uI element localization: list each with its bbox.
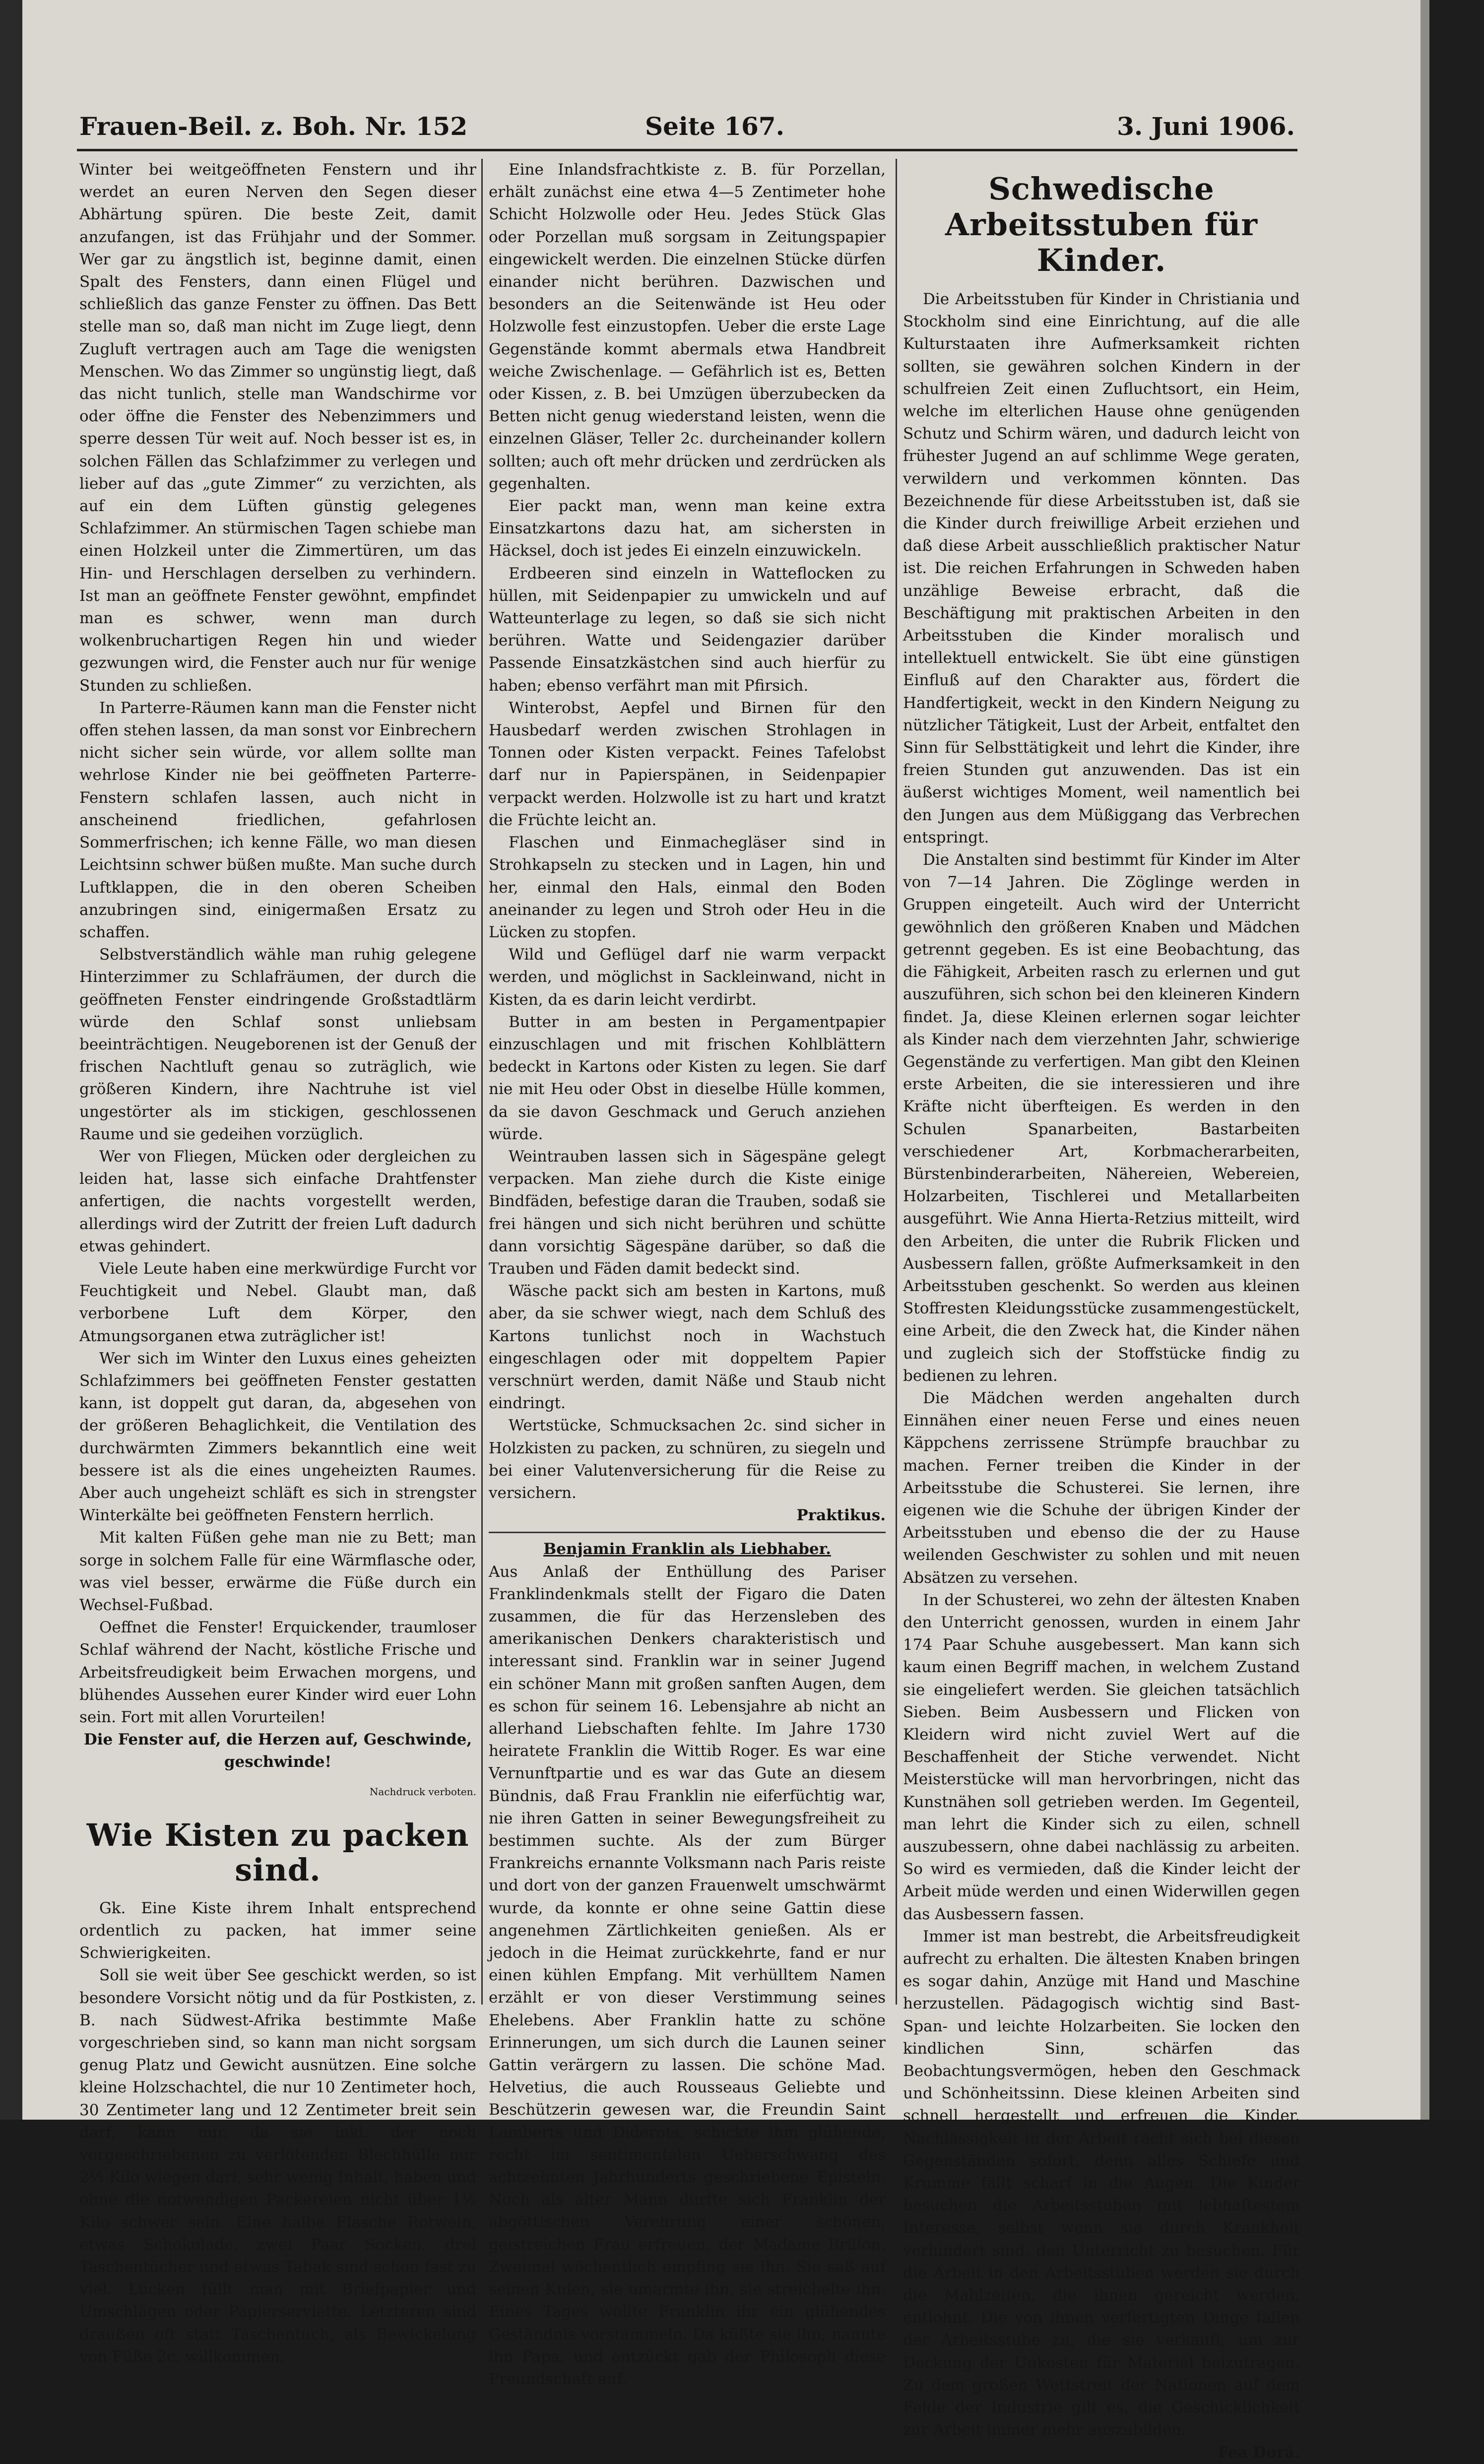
reprint-notice: Nachdruck verboten. xyxy=(369,1785,476,1798)
section-rule xyxy=(489,1532,886,1533)
scan-edge-right-shadow xyxy=(1420,0,1429,2120)
column-divider-1 xyxy=(481,159,483,2005)
paragraph: Gk. Eine Kiste ihrem Inhalt entsprechend ordentlich zu packen, hat immer seine Schwierigkeiten. xyxy=(79,1899,476,1962)
paragraph: Eine Inlandsfrachtkiste z. B. für Porzellan, erhält zunächst eine etwa 4—5 Zentimeter hohe Schicht Holzwolle oder Heu. Jedes Stück Glas oder Porzellan muß sorgsam in Zeitungspapier eingewickelt werden. Die einzelnen Stücke dürfen einander nicht berühren. Dazwischen und besonders an die Seitenwände ist Heu oder Holzwolle fest einzustopfen. Ueber die erste Lage Gegenstände kommt abermals etwa Handbreit weiche Zwischenlage. — Gefährlich ist es, Betten oder Kissen, z. B. bei Umzügen überzubecken da Betten nicht genug wiederstand leisten, wenn die einzelnen Gläser, Teller 2c. durcheinander kollern sollten; auch oft mehr drücken und zerdrücken als gegenhalten. xyxy=(489,161,886,493)
paragraph: Weintrauben lassen sich in Sägespäne gelegt verpacken. Man ziehe durch die Kiste einige Bindfäden, befestige daran die Trauben, sodaß sie frei hängen und sich nicht berühren und schütte dann vorsichtig Sägespäne darüber, so daß die Trauben und Fäden damit bedeckt sind. xyxy=(489,1147,886,1278)
paragraph: Flaschen und Einmachegläser sind in Strohkapseln zu stecken und in Lagen, hin und her, einmal den Hals, einmal den Boden aneinander zu legen und Stroh oder Heu in die Lücken zu stopfen. xyxy=(489,834,886,941)
column-2 xyxy=(489,159,886,2391)
paragraph: Aus Anlaß der Enthüllung des Pariser Franklindenkmals stellt der Figaro die Daten zusammen, die für das Herzensleben des amerikanischen Denkers charakteristisch und interessant sind. Franklin war in seiner Jugend ein schöner Mann mit großen sanften Augen, dem es schon für seinem 16. Lebensjahre ab nicht an allerhand Liebschaften fehlte. Im Jahre 1730 heiratete Franklin die Wittib Roger. Es war eine Vernunftpartie und es war das Gute an diesem Bündnis, daß Frau Franklin nie eiferfüchtig war, nie ihren Gatten in seiner Bewegungsfreiheit zu bestimmen suchte. Als der zum Bürger Frankreichs ernannte Volksmann nach Paris reiste und dort von der ganzen Frauenwelt umschwärmt wurde, da konnte er ohne seine Gattin diese angenehmen Zärtlichkeiten genießen. Als er jedoch in die Heimat zurückkehrte, fand er nur einen kühlen Empfang. Mit verhülltem Namen erzählt er von dieser Verstimmung seines Ehelebens. Aber Franklin hatte zu schöne Erinnerungen, um sich durch die Launen seiner Gattin verärgern zu lassen. Die schöne Mad. Helvetius, die auch Rousseaus Geliebte und Beschützerin gewesen war, die Freundin Saint Lamberts und Diderots, schickte ihm glühende, recht im sentimentalen Ueberschwang des achtzehnten Jahrhunderts geschriebene Episteln. Noch als alter Mann durfte sich Franklin der abgöttischen Verehrung einer schönen, geistreichen Frau erfreuen, der Madame Brillon. Zweimal wöchentlich empfing sie ihn. Sie saß auf seinen Knien, sie umarmte ihn, sie streichelte ihn. Eines Tages wollte Franklin ihr ein glühendes Geständnis vorstammeln. Da küßte sie ihn, nannte ihn Papa, und entzückt gab der Philosoph diese Freundschaft auf. xyxy=(489,1562,886,2388)
paragraph: Erdbeeren sind einzeln in Watteflocken zu hüllen, mit Seidenpapier zu umwickeln und auf Watteunterlage zu legen, so daß sie sich nicht berühren. Watte und Seidengazier darüber Passende Einsatzkästchen sind auch hierfür zu haben; ebenso verfährt man mit Pfirsich. xyxy=(489,564,886,695)
paragraph: Soll sie weit über See geschickt werden, so ist besondere Vorsicht nötig und da für Postkisten, z. B. nach Südwest-Afrika bestimmte Maße vorgeschrieben sind, so kann man nicht sorgsam genug Platz und Gewicht ausnützen. Eine solche kleine Holzschachtel, die nur 10 Zentimeter hoch, 30 Zentimeter lang und 12 Zentimeter breit sein darf, kann nur, da sie inkl. der noch vorgeschriebenen zu verlötenden Blechhülle nur 2½ Kilo wiegen darf, sehr wenig Inhalt, haben und ohne die notwendigen Packereien nicht über 1½ Kilo schwer sein. Eine halbe Flasche Rotwein, etwas Schokolade, zwei Paar Socken, drei Taschentücher und etwas Tabak sind schon fast zu viel. Lücken füllt man mit Briefpapier und Umschlägen oder Papierserviette. Letzteren sind draußen oft statt Taschentuch, als Bewickelung von Füße 2c. willkommen. xyxy=(79,1966,476,2366)
paragraph: Die Anstalten sind bestimmt für Kinder im Alter von 7—14 Jahren. Die Zöglinge werden in Gruppen eingeteilt. Auch wird der Unterricht gewöhnlich den größeren Knaben und Mädchen getrennt gegeben. Es ist eine Beobachtung, das die Fähigkeit, Arbeiten rasch zu erlernen und gut auszuführen, sich schon bei den kleineren Kindern findet. Ja, diese Kleinen erlernen sogar leichter als Kinder nach dem vierzehnten Jahr, schwierige Gegenstände zu verfertigen. Man gibt den Kleinen erste Arbeiten, die sie interessieren und ihre Kräfte nicht überfteigen. Es werden in den Schulen Spanarbeiten, Bastarbeiten verschiedener Art, Korbmacherarbeiten, Bürstenbinderarbeiten, Nähereien, Webereien, Holzarbeiten, Tischlerei und Metallarbeiten ausgeführt. Wie Anna Hierta-Retzius mitteilt, wird den Arbeiten, die unter die Rubrik Flicken und Ausbessern fallen, größte Aufmerksamkeit in den Arbeitsstuben geschenkt. So werden aus kleinen Stoffresten Kleidungsstücke zusammengestückelt, eine Arbeit, die den Zweck hat, die Kinder nähen und zugleich sich der Stoffstücke findig zu bedienen zu lehren. xyxy=(903,851,1300,1385)
column-3 xyxy=(903,159,1300,2464)
article-title-arbeitsstuben: Schwedische Arbeitsstuben für Kinder. xyxy=(945,171,1258,278)
paragraph: Winter bei weitgeöffneten Fenstern und ihr werdet an euren Nerven den Segen dieser Abhärtung spüren. Die beste Zeit, damit anzufangen, ist das Frühjahr und der Sommer. Wer gar zu ängstlich ist, beginne damit, einen Spalt des Fensters, dann einen Flügel und schließlich das ganze Fenster zu öffnen. Das Bett stelle man so, daß man nicht im Zuge liegt, denn Zugluft vertragen auch am Tage die wenigsten Menschen. Wo das Zimmer so ungünstig liegt, daß das nicht tunlich, stelle man Wandschirme vor oder öffne die Fenster des Nebenzimmers und sperre dessen Tür weit auf. Noch besser ist es, in solchen Fällen das Schlafzimmer zu verlegen und lieber auf das „gute Zimmer“ zu verzichten, als auf ein dem Lüften günstig gelegenes Schlafzimmer. An stürmischen Tagen schiebe man einen Holzkeil unter die Zimmertüren, um das Hin- und Herschlagen derselben zu verhindern. Ist man an geöffnete Fenster gewöhnt, empfindet man es schwer, wenn man durch wolkenbruchartigen Regen hin und wieder gezwungen wird, die Fenster auch nur für wenige Stunden zu schließen. xyxy=(79,161,476,695)
paragraph: Oeffnet die Fenster! Erquickender, traumloser Schlaf während der Nacht, köstliche Frische und Arbeitsfreudigkeit beim Erwachen morgens, und blühendes Aussehen eurer Kinder wird euer Lohn sein. Fort mit allen Vorurteilen! xyxy=(79,1619,476,1727)
paragraph: Wer von Fliegen, Mücken oder dergleichen zu leiden hat, lasse sich einfache Drahtfenster anfertigen, die nachts vorgestellt werden, allerdings wird der Zutritt der freien Luft dadurch etwas gehindert. xyxy=(79,1147,476,1255)
article-title-franklin: Benjamin Franklin als Liebhaber. xyxy=(543,1540,831,1558)
header-publication: Frauen-Beil. z. Boh. Nr. 152 xyxy=(79,112,468,141)
signature: Praktikus. xyxy=(796,1506,886,1525)
paragraph: Wer sich im Winter den Luxus eines geheizten Schlafzimmers bei geöffneten Fenster gestatten kann, ist doppelt gut daran, da, abgesehen von der größeren Behaglichkeit, die Ventilation des durchwärmten Zimmers bekanntlich eine weit bessere ist als die eines ungeheizten Raumes. Aber auch ungeheizt schläft es sich in strengster Winterkälte bei geöffneten Fenstern herrlich. xyxy=(79,1349,476,1525)
article-title-kisten: Wie Kisten zu packen sind. xyxy=(86,1816,469,1888)
header-date: 3. Juni 1906. xyxy=(1117,112,1295,141)
paragraph: In Parterre-Räumen kann man die Fenster nicht offen stehen lassen, da man sonst vor Einbrechern nicht sicher sein würde, vor allem sollte man wehrlose Kinder nie bei geöffneten Parterre-Fenstern schlafen lassen, auch nicht in anscheinend friedlichen, gefahrlosen Sommerfrischen; ich kenne Fälle, wo man diesen Leichtsinn schwer büßen mußte. Man suche durch Luftklappen, die in den oberen Scheiben anzubringen sind, einigermaßen Ersatz zu schaffen. xyxy=(79,699,476,941)
header-rule xyxy=(77,149,1297,151)
paragraph: Immer ist man bestrebt, die Arbeitsfreudigkeit aufrecht zu erhalten. Die ältesten Knaben bringen es sogar dahin, Anzüge mit Hand und Maschine herzustellen. Pädagogisch wichtig sind Bast- Span- und leichte Holzarbeiten. Sie locken den kindlichen Sinn, schärfen das Beobachtungsvermögen, heben den Geschmack und Schönheitssinn. Diese kleinen Arbeiten sind schnell hergestellt und erfreuen die Kinder. Nachlässigkeit in der Arbeit rächt sich bei diesen Gegenständen sofort, denn alles Schiefe und Krumme fällt scharf in die Augen. Die Kinder besuchen die Arbeitsstuben mit lebhaftestem Interesse, selbst wenn sie durch Krankheit verhindert sind, den Unterricht zu besuchen. Für die Arbeit in den Arbeitsstuben werden sie durch die Mahlzeiten, die ihnen gereicht werden, entlohnt. Die von ihnen verfertigten Dinge fallen der Arbeitsstube zu, die sie verkauft, um zur Deckung der Unkosten für Material beizutragen. Zu dem großen Wettstreit der Nationen auf dem Felde der Industrie gilt es, die Geschicklichkeit zur Arbeit immer mehr auszubilden. xyxy=(903,1927,1300,2439)
paragraph: Mit kalten Füßen gehe man nie zu Bett; man sorge in solchem Falle für eine Wärmflasche oder, was viel besser, erwärme die Füße durch ein Wechsel-Fußbad. xyxy=(79,1529,476,1614)
paragraph: Winterobst, Aepfel und Birnen für den Hausbedarf werden zwischen Strohlagen in Tonnen oder Kisten verpackt. Feines Tafelobst darf nur in Papierspänen, in Seidenpapier verpackt werden. Holzwolle ist zu hart und kratzt die Früchte leicht an. xyxy=(489,699,886,829)
column-divider-2 xyxy=(896,159,897,2005)
signature: Fea Dorá. xyxy=(1218,2443,1300,2462)
paragraph: Eier packt man, wenn man keine extra Einsatzkartons dazu hat, am sichersten in Häcksel, doch ist jedes Ei einzeln einzuwickeln. xyxy=(489,497,886,560)
verse: Die Fenster auf, die Herzen auf, Geschwinde, geschwinde! xyxy=(83,1731,472,1771)
paragraph: Wertstücke, Schmucksachen 2c. sind sicher in Holzkisten zu packen, zu schnüren, zu siegeln und bei einer Valutenversicherung für die Reise zu versichern. xyxy=(489,1417,886,1502)
paragraph: In der Schusterei, wo zehn der ältesten Knaben den Unterricht genossen, wurden in einem Jahr 174 Paar Schuhe ausgebessert. Man kann sich kaum einen Begriff machen, in welchem Zustand sie eingeliefert werden. Sie gleichen tatsächlich Sieben. Beim Ausbessern und Flicken von Kleidern wird nicht zuviel Wert auf die Beschaffenheit der Stiche verwendet. Nicht Meisterstücke will man hervorbringen, nicht das Kunstnähen soll getrieben werden. Im Gegenteil, man lehrt die Kinder sich zu eilen, schnell auszubessern, ohne dabei nachlässig zu arbeiten. So wird es vermieden, daß die Kinder leicht der Arbeit müde werden und einen Widerwillen gegen das Ausbessern fassen. xyxy=(903,1591,1300,1923)
header-page-number: Seite 167. xyxy=(645,112,785,141)
paragraph: Wild und Geflügel darf nie warm verpackt werden, und möglichst in Sackleinwand, nicht in Kisten, da es darin leicht verdirbt. xyxy=(489,946,886,1009)
paragraph: Butter in am besten in Pergamentpapier einzuschlagen und mit frischen Kohlblättern bedeckt in Kartons oder Kisten zu legen. Sie darf nie mit Heu oder Obst in dieselbe Hülle kommen, da sie davon Geschmack und Geruch anziehen würde. xyxy=(489,1013,886,1143)
paragraph: Wäsche packt sich am besten in Kartons, muß aber, da sie schwer wiegt, nach dem Schluß des Kartons tunlichst noch in Wachstuch eingeschlagen oder mit doppeltem Papier verschnürt werden, damit Näße und Staub nicht eindringt. xyxy=(489,1282,886,1413)
scan-edge-left xyxy=(0,0,22,2120)
paragraph: Viele Leute haben eine merkwürdige Furcht vor Feuchtigkeit und Nebel. Glaubt man, daß verborbene Luft dem Körper, den Atmungsorganen etwa zuträglicher ist! xyxy=(79,1259,476,1345)
scan-edge-right xyxy=(1429,0,1484,2120)
paragraph: Die Arbeitsstuben für Kinder in Christiania und Stockholm sind eine Einrichtung, auf die alle Kulturstaaten ihre Aufmerksamkeit richten sollten, sie gewähren solchen Kindern in der schulfreien Zeit einen Zufluchtsort, ein Heim, welche im elterlichen Hause ohne genügenden Schutz und Schirm wären, und dadurch leicht von frühester Jugend an auf schlimme Wege geraten, verwildern und verkommen könnten. Das Bezeichnende für diese Arbeitsstuben ist, daß sie die Kinder durch freiwillige Arbeit erziehen und daß diese Arbeit ausschließlich praktischer Natur ist. Die reichen Erfahrungen in Schweden haben unzählige Beweise erbracht, daß die Beschäftigung mit praktischen Arbeiten in den Arbeitsstuben die Kinder moralisch und intellektuell entwickelt. Sie übt eine günstigen Einfluß auf den Charakter aus, fördert die Handfertigkeit, weckt in den Kindern Neigung zu nützlicher Tätigkeit, Lust der Arbeit, entfaltet den Sinn für Selbsttätigkeit und lehrt die Kinder, ihre freien Stunden gut anzuwenden. Das ist ein äußerst wichtiges Moment, weil namentlich bei den Jungen aus dem Müßiggang das Verbrechen entspringt. xyxy=(903,290,1300,846)
page-header xyxy=(79,112,1295,151)
paragraph: Die Mädchen werden angehalten durch Einnähen einer neuen Ferse und eines neuen Käppchens zerrissene Strümpfe brauchbar zu machen. Ferner treiben die Kinder in der Arbeitsstube die Schusterei. Sie lernen, ihre eigenen wie die Schuhe der übrigen Kinder der Arbeitsstuben und ebenso die der zu Hause weilenden Geschwister zu sohlen und mit neuen Absätzen zu versehen. xyxy=(903,1389,1300,1587)
paragraph: Selbstverständlich wähle man ruhig gelegene Hinterzimmer zu Schlafräumen, der durch die geöffneten Fenster eindringende Großstadtlärm würde den Schlaf sonst unliebsam beeinträchtigen. Neugeborenen ist der Genuß der frischen Nachtluft genau so zuträglich, wie größeren Kindern, ihre Nachtruhe ist viel ungestörter als im stickigen, geschlossenen Raume und sie gedeihen vorzüglich. xyxy=(79,946,476,1143)
column-1 xyxy=(79,159,476,2368)
